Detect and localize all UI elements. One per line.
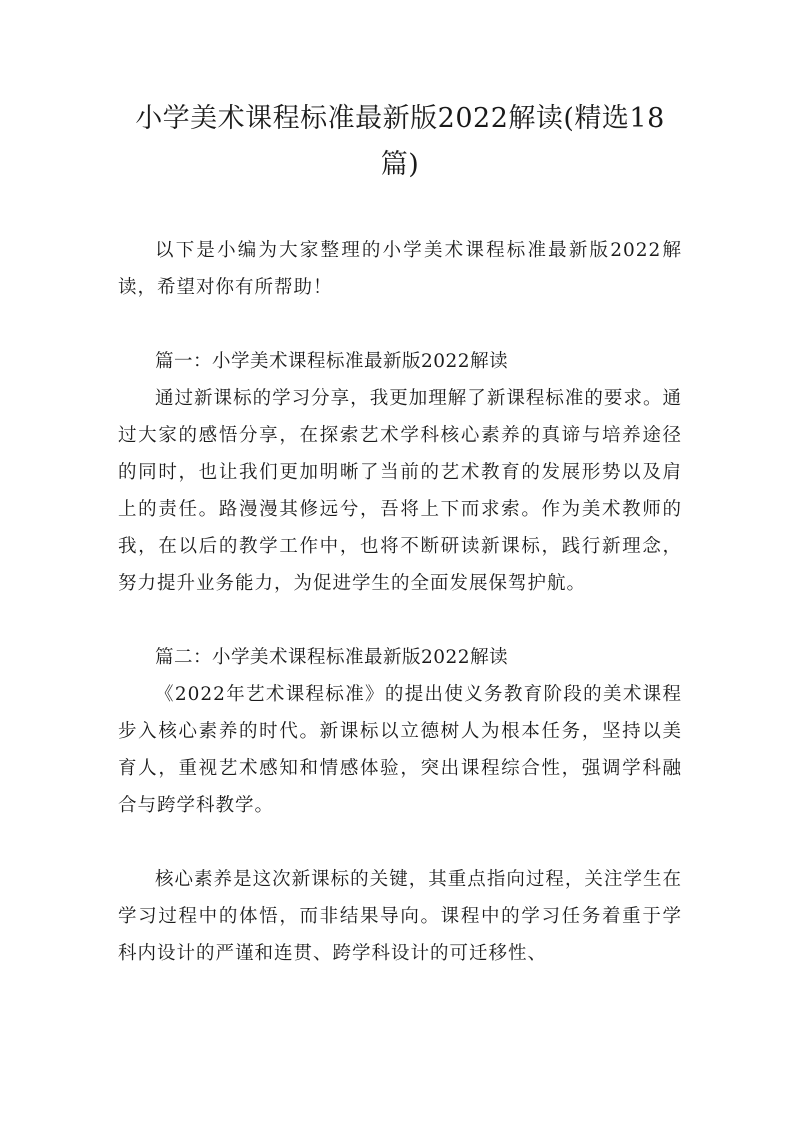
intro-block <box>118 232 682 306</box>
intro-paragraph: 以下是小编为大家整理的小学美术课程标准最新版2022解读，希望对你有所帮助！ <box>118 240 682 298</box>
spacer <box>118 602 682 639</box>
document-title: 小学美术课程标准最新版2022解读(精选18篇) <box>135 103 665 180</box>
body-paragraph: 通过新课标的学习分享，我更加理解了新课程标准的要求。通过大家的感悟分享，在探索艺术学科核心素养的真谛与培养途径的同时，也让我们更加明晰了当前的艺术教育的发展形势以及肩上的责任。路漫漫其修远兮，吾将上下而求索。作为美术教师的我，在以后的教学工作中，也将不断研读新课标，践行新理念，努力提升业务能力，为促进学生的全面发展保驾护航。 <box>118 388 682 594</box>
body-paragraph: 核心素养是这次新课标的关键，其重点指向过程，关注学生在学习过程中的体悟，而非结果导向。课程中的学习任务着重于学科内设计的严谨和连贯、跨学科设计的可迁移性、 <box>118 869 682 964</box>
section-2 <box>118 639 682 972</box>
section-heading: 篇二：小学美术课程标准最新版2022解读 <box>155 647 509 668</box>
section-1 <box>118 343 682 602</box>
section-heading: 篇一：小学美术课程标准最新版2022解读 <box>155 351 509 372</box>
spacer <box>118 306 682 343</box>
body-paragraph: 《2022年艺术课程标准》的提出使义务教育阶段的美术课程步入核心素养的时代。新课标以立德树人为根本任务，坚持以美育人，重视艺术感知和情感体验，突出课程综合性，强调学科融合与跨学科教学。 <box>118 684 682 816</box>
spacer <box>118 824 682 861</box>
